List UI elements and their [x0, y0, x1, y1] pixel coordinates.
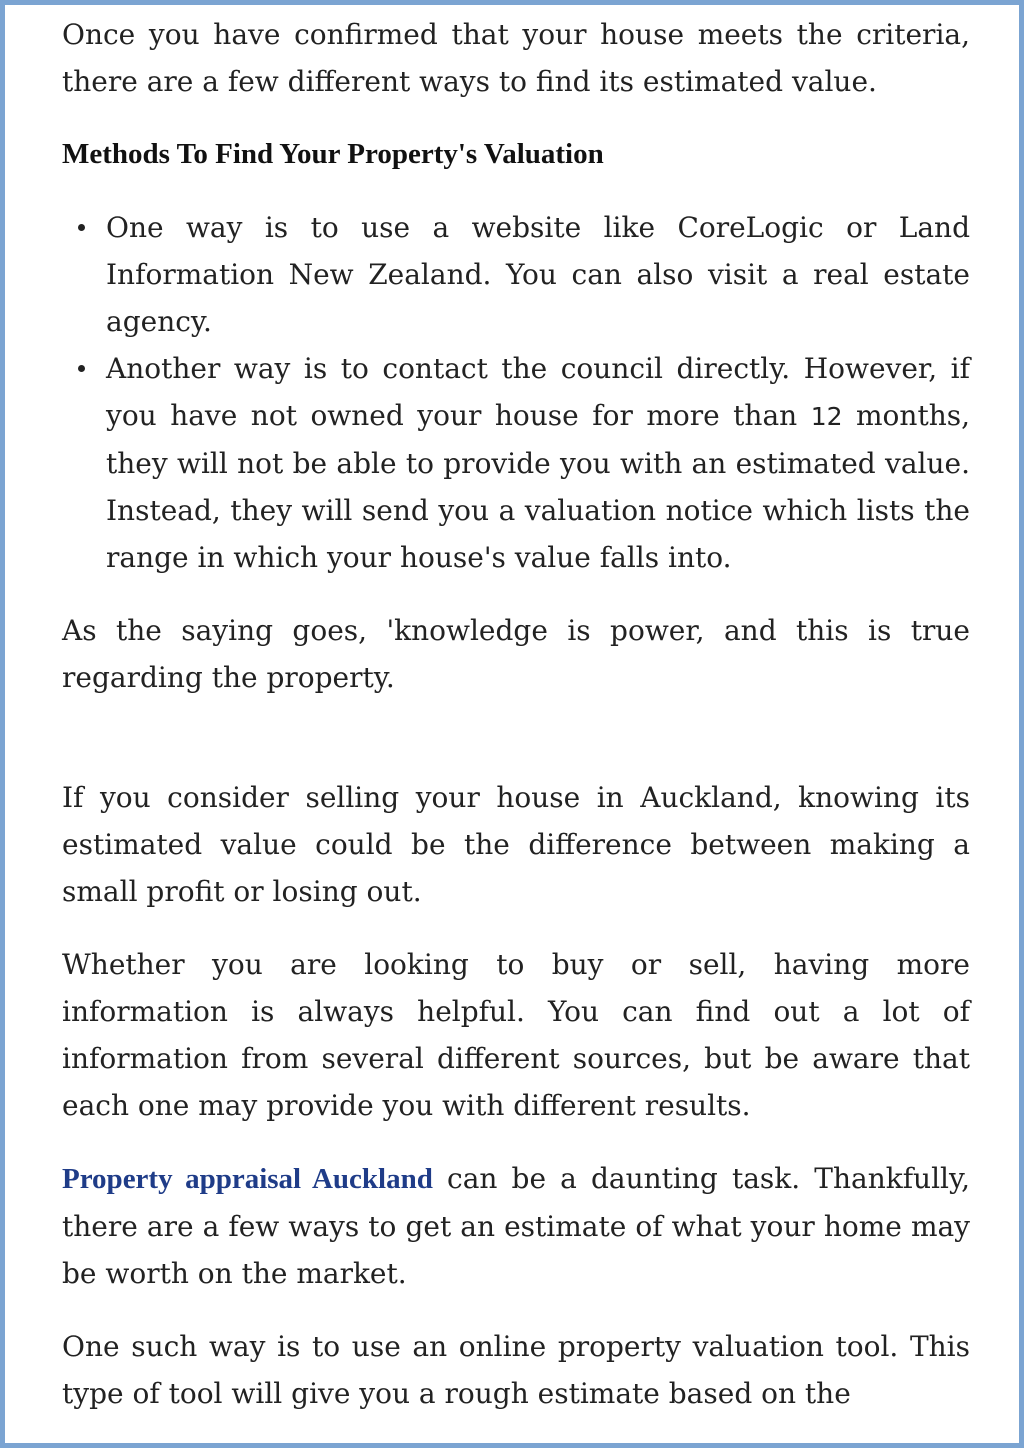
- article-body: [62, 11, 970, 1443]
- months-number: 12: [810, 402, 843, 431]
- methods-heading: Methods To Find Your Property's Valuation: [62, 138, 604, 170]
- method-text-council-end: months, they will not be able to provide you with an estimated value. Instead, they will send you a valuation notice which lists the range in which your house's value falls into.: [106, 399, 971, 574]
- intro-paragraph: Once you have confirmed that your house meets the criteria, there are a few different ways to find its estimated value.: [62, 18, 970, 98]
- saying-paragraph: As the saying goes, 'knowledge is power, and this is true regarding the property.: [62, 614, 970, 694]
- method-text-website: One way is to use a website like CoreLogic or Land Information New Zealand. You can also visit a real estate agency.: [106, 211, 970, 338]
- list-item: [106, 204, 970, 345]
- selling-paragraph: If you consider selling your house in Auckland, knowing its estimated value could be the difference between making a small profit or losing out.: [62, 781, 970, 908]
- property-appraisal-link[interactable]: Property appraisal Auckland: [62, 1163, 433, 1195]
- blank-line: [62, 727, 970, 774]
- method-text-council-start: Another way is to contact the council directly. However, if you have not owned your house for more than: [106, 352, 970, 432]
- online-tool-paragraph: One such way is to use an online property valuation tool. This type of tool will give you a rough estimate based on the: [62, 1330, 970, 1410]
- buy-or-sell-paragraph: Whether you are looking to buy or sell, having more information is always helpful. You can find out a lot of information from several different sources, but be aware that each one may provide you with different results.: [62, 948, 970, 1122]
- appraisal-paragraph: [62, 1155, 970, 1297]
- list-item: [106, 345, 970, 581]
- methods-list: [62, 204, 970, 581]
- appraisal-paragraph-text: can be a daunting task. Thankfully, there are a few ways to get an estimate of what your home may be worth on the market.: [62, 1162, 970, 1290]
